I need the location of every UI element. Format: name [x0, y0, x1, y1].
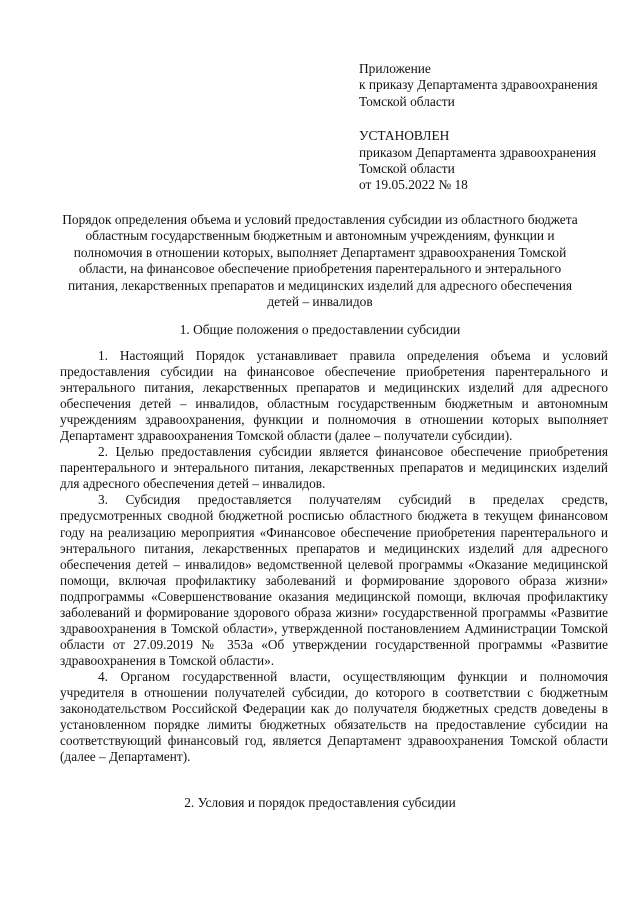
paragraph-1: 1. Настоящий Порядок устанавливает правила определения объема и условий предоставления субсидии на финансовое обеспечение приобретения парентерального и энтерального питания, лекарственных препаратов и медицинских изделий для адресного обеспечения детей – инвалидов, областным государственным бюджетным и автономным учреждениям здравоохранения, функции и полномочия в отношении которых выполняет Департамент здравоохранения Томской области (далее – получатели субсидии). [60, 348, 608, 444]
section-2-heading: 2. Условия и порядок предоставления субсидии [184, 795, 456, 810]
approval-block [359, 61, 629, 194]
section-1-body [60, 348, 608, 765]
approved-region-line: Томской области [359, 161, 455, 177]
paragraph-4: 4. Органом государственной власти, осуществляющим функции и полномочия учредителя в отношении получателей субсидии, до которого в соответствии с бюджетным законодательством Российской Федерации как до получателя бюджетных средств доведены в установленном порядке лимиты бюджетных обязательств на предоставление субсидии на соответствующий финансовый год, является Департамент здравоохранения Томской области (далее – Департамент). [60, 668, 608, 765]
paragraph-3: 3. Субсидия предоставляется получателям субсидий в пределах средств, предусмотренных сводной бюджетной росписью областного бюджета в текущем финансовом году на реализацию мероприятия «Финансовое обеспечение приобретения парентерального и энтерального питания, лекарственных препаратов и медицинских изделий для адресного обеспечения детей – инвалидов» ведомственной целевой программы «Оказание медицинской помощи, включая профилактику заболеваний и формирование здорового образа жизни» подпрограммы «Совершенствование оказания медицинской помощи, включая профилактику заболеваний и формирование здорового образа жизни» государственной программы «Развитие здравоохранения в Томской области», утвержденной постановлением Администрации Томской области от 27.09.2019 № 353а «Об утверждении государственной программы «Развитие здравоохранения в Томской области». [60, 492, 608, 668]
approved-date: от 19.05.2022 № 18 [359, 177, 468, 193]
appendix-region-line: Томской области [359, 93, 455, 109]
section-1-heading: 1. Общие положения о предоставлении субсидии [179, 322, 461, 337]
appendix-order-line: к приказу Департамента здравоохранения [359, 77, 598, 93]
appendix-label: Приложение [359, 61, 431, 76]
approved-order-line: приказом Департамента здравоохранения [359, 144, 597, 160]
approved-label: УСТАНОВЛЕН [359, 128, 450, 144]
paragraph-2: 2. Целью предоставления субсидии является финансовое обеспечение приобретения парентерального и энтерального питания, лекарственных препаратов и медицинских изделий для адресного обеспечения детей – инвалидов. [60, 444, 608, 492]
document-title: Порядок определения объема и условий предоставления субсидии из областного бюджета областным государственным бюджетным и автономным учреждениям, функции и полномочия в отношении которых, выполняет Департамент здравоохранения Томской области, на финансовое обеспечение приобретения парентерального и энтерального питания, лекарственных препаратов и медицинских изделий для адресного обеспечения детей – инвалидов [62, 212, 578, 310]
